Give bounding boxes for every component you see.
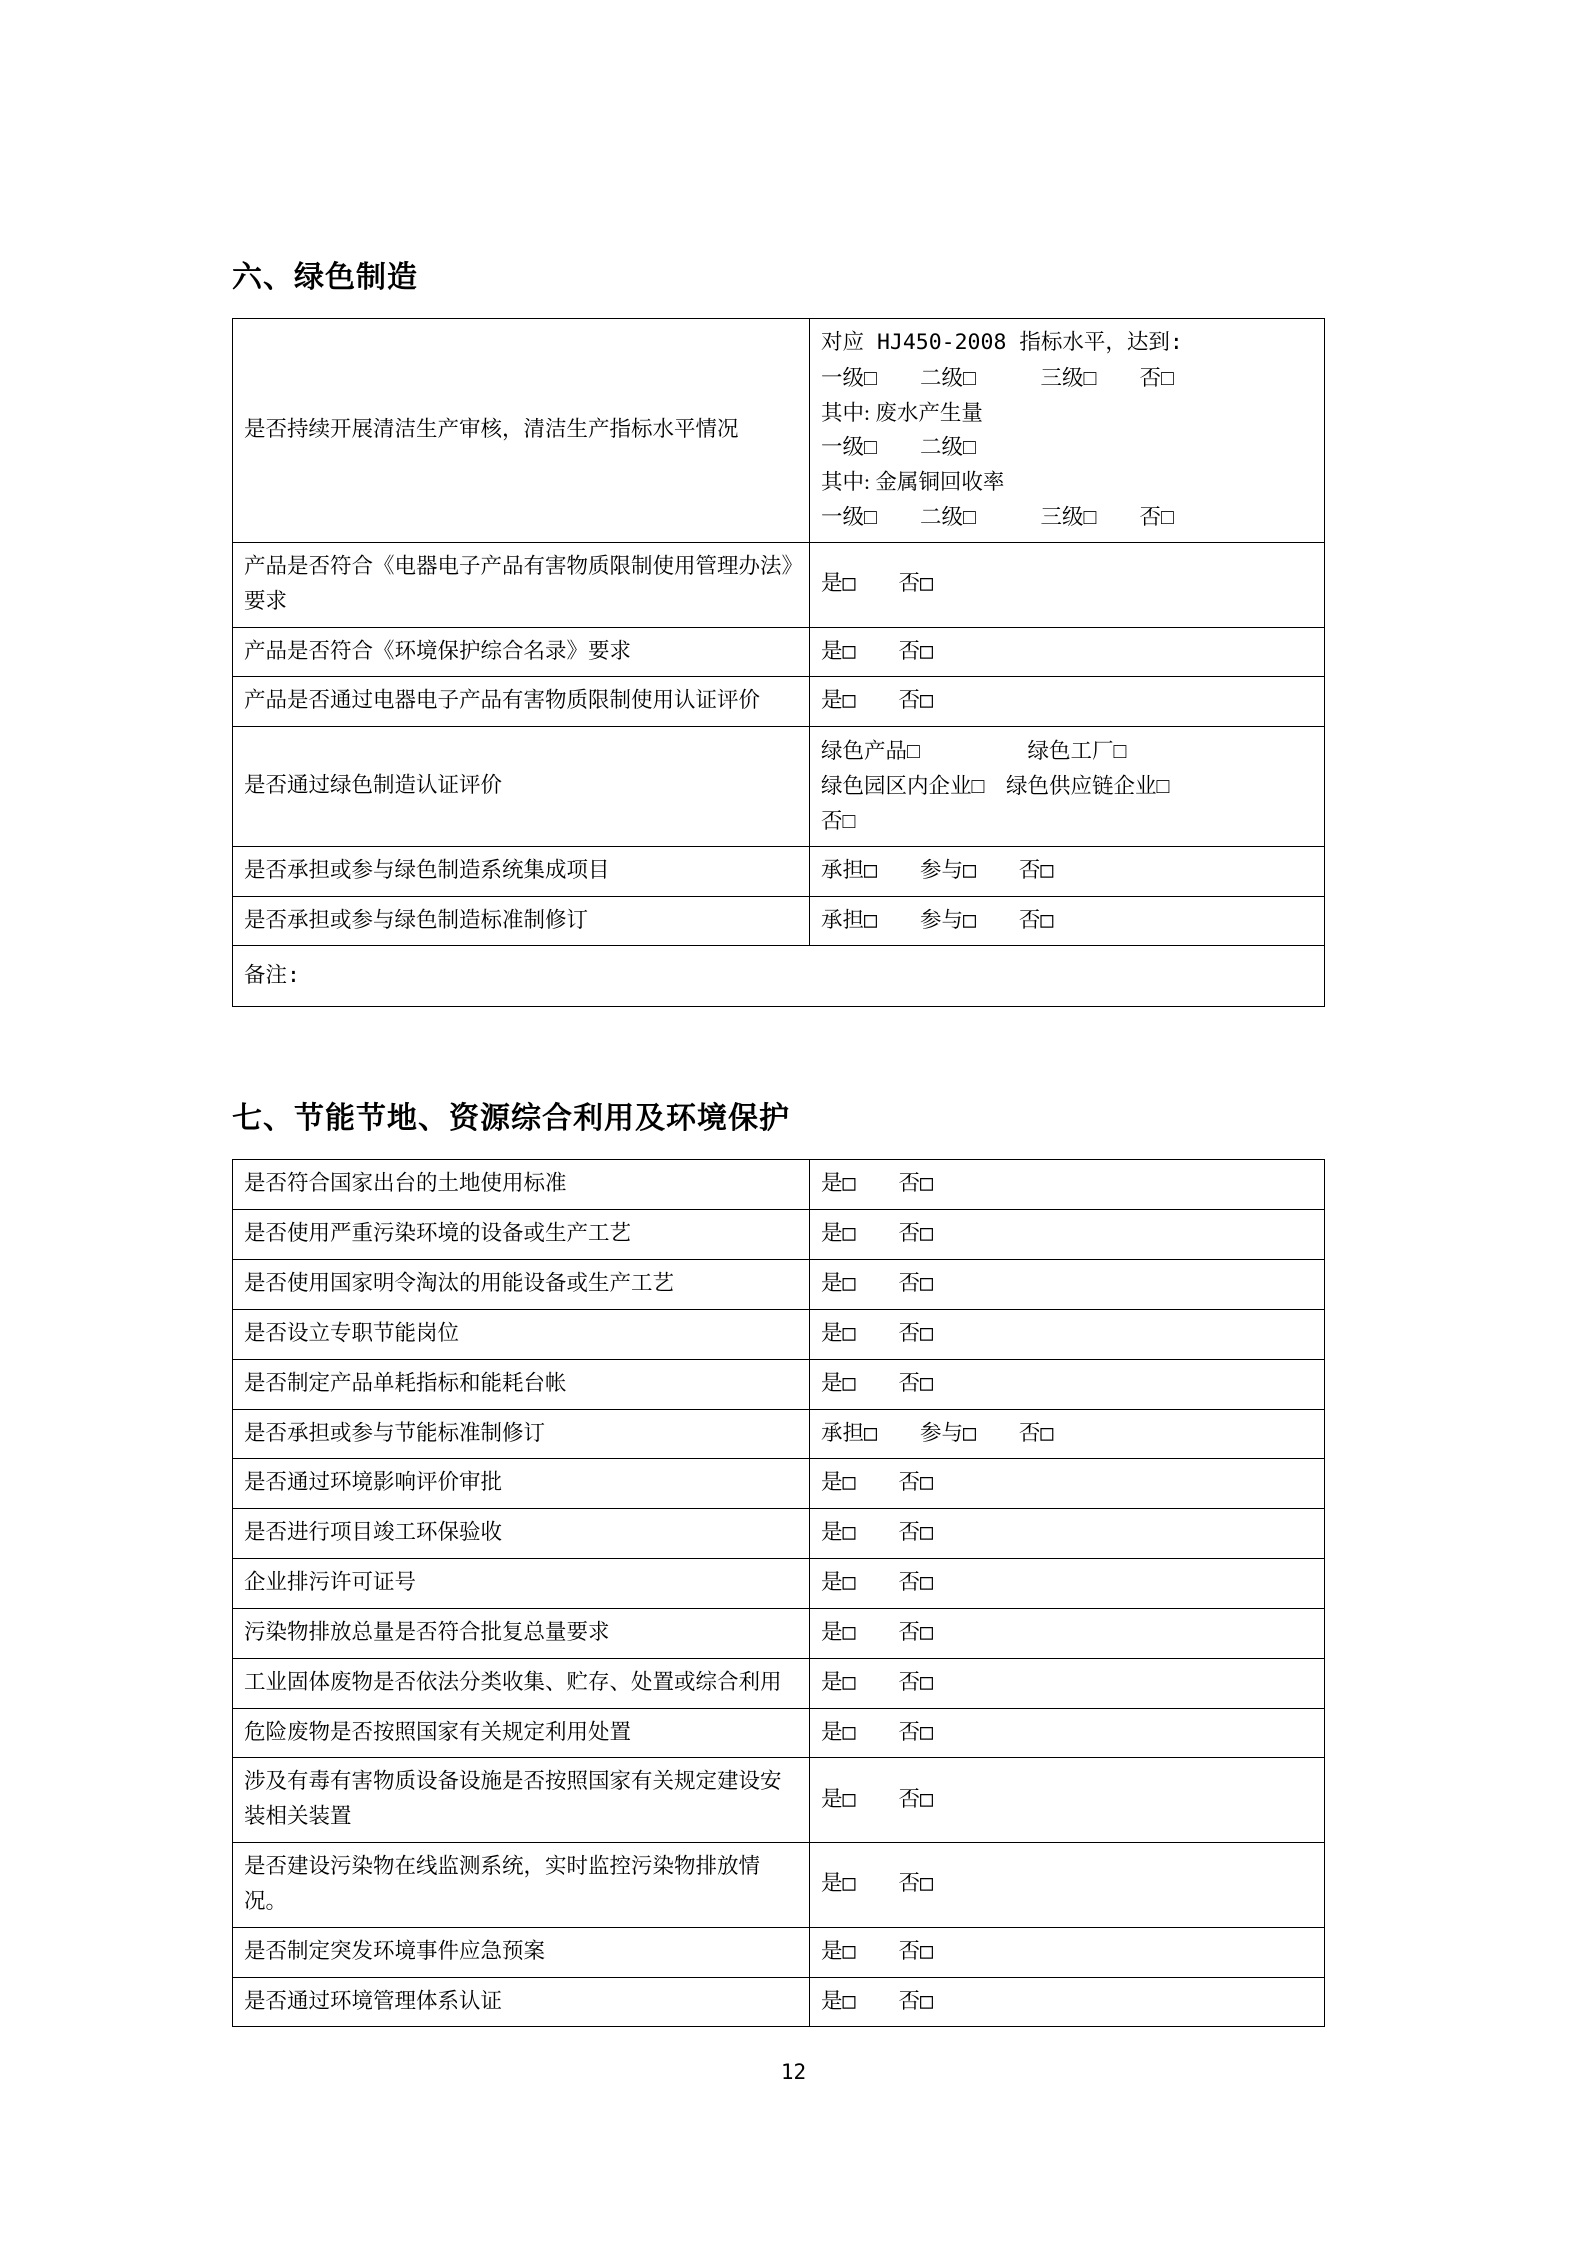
row-value[interactable]: 是□ 否□ <box>810 1658 1325 1708</box>
value-line[interactable]: 一级□ 二级□ <box>821 435 976 460</box>
note-label[interactable]: 备注: <box>233 946 1325 1007</box>
section-6-title: 六、绿色制造 <box>232 260 418 295</box>
value-line[interactable]: 绿色产品□ 绿色工厂□ <box>821 739 1127 764</box>
row-value[interactable]: 承担□ 参与□ 否□ <box>810 846 1325 896</box>
section-6-table <box>232 318 1325 1007</box>
value-line[interactable]: 一级□ 二级□ 三级□ 否□ <box>821 505 1174 530</box>
row-value[interactable]: 是□ 否□ <box>810 1260 1325 1310</box>
table-row <box>233 1758 1325 1843</box>
row-label: 工业固体废物是否依法分类收集、贮存、处置或综合利用 <box>233 1658 810 1708</box>
row-value[interactable]: 是□ 否□ <box>810 1758 1325 1843</box>
page-content <box>232 252 1362 2027</box>
row-value[interactable]: 是□ 否□ <box>810 1160 1325 1210</box>
section-7-table <box>232 1159 1325 2027</box>
row-label: 是否使用国家明令淘汰的用能设备或生产工艺 <box>233 1260 810 1310</box>
table-row <box>233 1309 1325 1359</box>
row-label: 是否通过绿色制造认证评价 <box>233 727 810 846</box>
table-row <box>233 1608 1325 1658</box>
row-value[interactable]: 是□ 否□ <box>810 1559 1325 1609</box>
table-row <box>233 1210 1325 1260</box>
table-row <box>233 1977 1325 2027</box>
table-row <box>233 727 1325 846</box>
table-row <box>233 627 1325 677</box>
row-label: 是否符合国家出台的土地使用标准 <box>233 1160 810 1210</box>
row-value <box>810 319 1325 543</box>
row-value[interactable]: 是□ 否□ <box>810 1608 1325 1658</box>
row-label: 是否承担或参与绿色制造标准制修订 <box>233 896 810 946</box>
row-label: 危险废物是否按照国家有关规定利用处置 <box>233 1708 810 1758</box>
row-label: 是否设立专职节能岗位 <box>233 1309 810 1359</box>
table-row <box>233 1260 1325 1310</box>
row-label: 是否使用严重污染环境的设备或生产工艺 <box>233 1210 810 1260</box>
value-line[interactable]: 否□ <box>821 808 856 833</box>
row-label: 产品是否符合《电器电子产品有害物质限制使用管理办法》要求 <box>233 542 810 627</box>
value-line[interactable]: 一级□ 二级□ 三级□ 否□ <box>821 365 1174 390</box>
table-row <box>233 896 1325 946</box>
row-label: 是否承担或参与节能标准制修订 <box>233 1409 810 1459</box>
row-value[interactable]: 是□ 否□ <box>810 1977 1325 2027</box>
row-label: 涉及有毒有害物质设备设施是否按照国家有关规定建设安装相关装置 <box>233 1758 810 1843</box>
row-label: 是否承担或参与绿色制造系统集成项目 <box>233 846 810 896</box>
value-line[interactable]: 绿色园区内企业□ 绿色供应链企业□ <box>821 774 1170 799</box>
section-7-title: 七、节能节地、资源综合利用及环境保护 <box>232 1101 790 1137</box>
table-row <box>233 319 1325 543</box>
table-row <box>233 1509 1325 1559</box>
row-value[interactable]: 是□ 否□ <box>810 542 1325 627</box>
row-label: 是否制定产品单耗指标和能耗台帐 <box>233 1359 810 1409</box>
row-value[interactable]: 是□ 否□ <box>810 1843 1325 1928</box>
row-value[interactable]: 是□ 否□ <box>810 1309 1325 1359</box>
table-row <box>233 677 1325 727</box>
row-label: 是否制定突发环境事件应急预案 <box>233 1927 810 1977</box>
row-value[interactable]: 承担□ 参与□ 否□ <box>810 896 1325 946</box>
table-row <box>233 542 1325 627</box>
row-label: 是否持续开展清洁生产审核，清洁生产指标水平情况 <box>233 319 810 543</box>
row-label: 是否进行项目竣工环保验收 <box>233 1509 810 1559</box>
row-value[interactable]: 是□ 否□ <box>810 1708 1325 1758</box>
row-label: 是否通过环境影响评价审批 <box>233 1459 810 1509</box>
table-row <box>233 1359 1325 1409</box>
row-label: 企业排污许可证号 <box>233 1559 810 1609</box>
table-row <box>233 1843 1325 1928</box>
row-value[interactable]: 是□ 否□ <box>810 677 1325 727</box>
value-line: 其中: 金属铜回收率 <box>821 470 1005 495</box>
row-value[interactable]: 是□ 否□ <box>810 1509 1325 1559</box>
row-value[interactable]: 是□ 否□ <box>810 1210 1325 1260</box>
table-row <box>233 1708 1325 1758</box>
table-row <box>233 1409 1325 1459</box>
row-label: 是否建设污染物在线监测系统，实时监控污染物排放情况。 <box>233 1843 810 1928</box>
table-row <box>233 1927 1325 1977</box>
row-label: 污染物排放总量是否符合批复总量要求 <box>233 1608 810 1658</box>
row-value[interactable]: 是□ 否□ <box>810 1359 1325 1409</box>
section-spacer <box>232 1007 1362 1093</box>
row-value[interactable]: 是□ 否□ <box>810 1927 1325 1977</box>
row-value[interactable]: 是□ 否□ <box>810 1459 1325 1509</box>
row-label: 是否通过环境管理体系认证 <box>233 1977 810 2027</box>
row-value[interactable]: 承担□ 参与□ 否□ <box>810 1409 1325 1459</box>
row-value <box>810 727 1325 846</box>
row-label: 产品是否符合《环境保护综合名录》要求 <box>233 627 810 677</box>
value-line: 其中: 废水产生量 <box>821 400 983 425</box>
table-row-note <box>233 946 1325 1007</box>
table-row <box>233 1559 1325 1609</box>
table-row <box>233 846 1325 896</box>
row-label: 产品是否通过电器电子产品有害物质限制使用认证评价 <box>233 677 810 727</box>
table-row <box>233 1160 1325 1210</box>
table-row <box>233 1459 1325 1509</box>
page-number: 12 <box>780 2060 807 2084</box>
row-value[interactable]: 是□ 否□ <box>810 627 1325 677</box>
table-row <box>233 1658 1325 1708</box>
value-line: 对应 HJ450-2008 指标水平，达到: <box>821 330 1183 355</box>
